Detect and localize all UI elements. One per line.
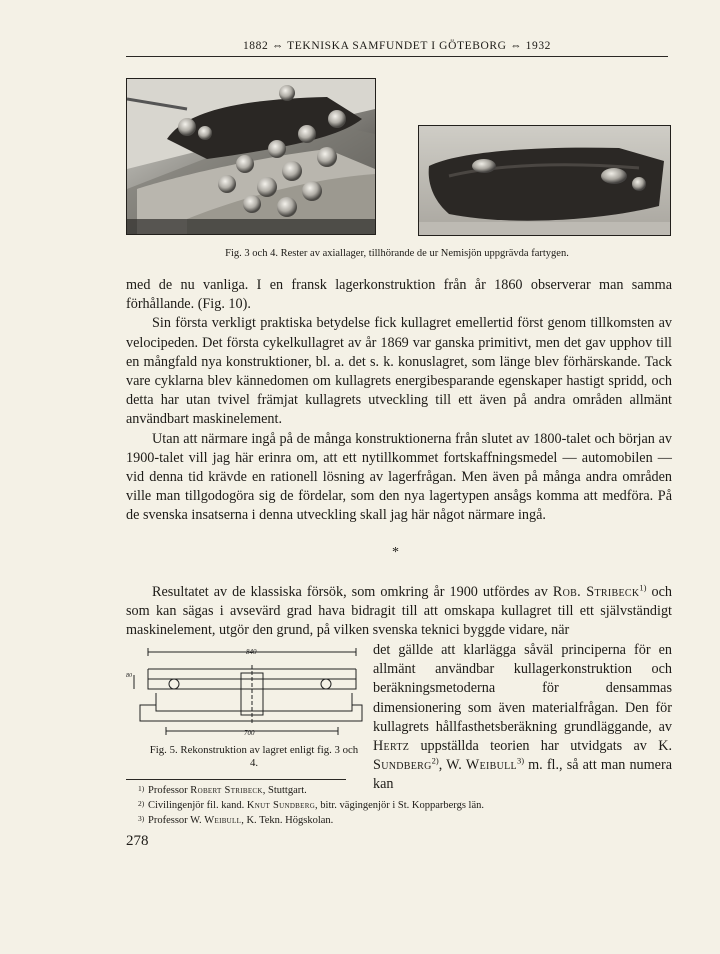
name-weibull: Weibull <box>465 757 517 774</box>
name-hertz: Hertz <box>373 738 410 755</box>
paragraph-4-wrap: det gällde att klarlägga såväl principerna för en allmänt användbar kullagerkonstruktion och beräkningsmetoderna för densammas dimensionering som även materialfrågan. Den för kullagrets hållfasthetsberäkning grundläggande, av Hertz uppställda teorien har utvidgats av K. Sundberg$^{2)}$, W. Weibull$^{3)}$ m. fl., så att man numera kan <box>373 642 672 793</box>
name-sundberg: Sundberg <box>373 757 432 774</box>
dim-label-700: 700 <box>244 729 255 737</box>
paragraph-2: Sin första verkligt praktiska betydelse fick kullagret emellertid först genom tillkomsten av velocipeden. Det första cykelkullagret av år 1869 var ganska primitivt, men det gav upphov till en mångfald nya konstruktioner, bl. a. det s. k. konuslagret, som länge blev förhärskande. Tack vare cyklarna blev kännedomen om kullagrets energibesparande egenskaper hastigt spridd, och detta har utan tvivel främjat kullagrets utveckling till ett även på andra områden allmänt användbart maskinelement. <box>126 315 672 428</box>
footnote-ref-1: 1) <box>639 582 647 593</box>
dim-label-840: 840 <box>246 648 257 656</box>
section-separator: * <box>392 545 399 560</box>
name-stribeck: Rob. Stribeck <box>552 584 640 600</box>
footnote-ref-2: 2) <box>431 755 439 766</box>
footnote-rule <box>126 779 346 780</box>
figure-5-drawing <box>126 645 366 741</box>
photo-fig-3 <box>126 78 376 235</box>
figure-caption-5: Fig. 5. Rekonstruktion av lagret enligt fig. 3 och 4. <box>149 744 359 769</box>
body-text-lower <box>126 583 672 641</box>
figure-caption-3-4: Fig. 3 och 4. Rester av axiallager, tillhörande de ur Nemisjön uppgrävda fartygen. <box>225 248 569 259</box>
paragraph-1: med de nu vanliga. I en fransk lagerkonstruktion från år 1860 observerar man samma förhållande. (Fig. 10). <box>126 277 672 313</box>
footnote-1: 1) Professor Robert Stribeck, Stuttgart. <box>138 784 307 796</box>
photo-fig-4 <box>418 125 671 236</box>
body-text-upper <box>126 276 672 526</box>
footnote-3: 3) Professor W. Weibull, K. Tekn. Högskolan. <box>138 814 334 826</box>
dim-label-80: 80 <box>126 673 132 679</box>
running-header: 1882 ⇔ TEKNISKA SAMFUNDET I GÖTEBORG ⇔ 1932 <box>242 40 552 52</box>
page-number: 278 <box>126 833 149 849</box>
footnote-ref-3: 3) <box>516 755 525 766</box>
footnotes <box>138 783 668 828</box>
paragraph-4-start: Resultatet av de klassiska försök, som omkring år 1900 utfördes av Rob. Stribeck$^{1)}$ och som kan sägas i avsevärd grad hava bidragit till att omskapa kullagret till ett självständigt maskinelement, utgör den grund, på vilken svenska teknici byggde vidare, när <box>126 582 672 639</box>
body-text-wrap <box>373 641 672 795</box>
paragraph-3: Utan att närmare ingå på de många konstruktionerna från slutet av 1800-talet och början av 1900-talet vill jag här erinra om, att ett nytillkommet fortskaffningsmedel — automobilen — vid denna tid krävde en rationell lösning av lagerfrågan. Men även på många andra områden ville man tillgodogöra sig de fördelar, som den nya lagertypen ansågs komma att medföra. På de svenska insatserna i denna utveckling skall jag här något närmare ingå. <box>126 430 672 524</box>
footnote-2: 2) Civilingenjör fil. kand. Knut Sundberg, bitr. vägingenjör i St. Kopparbergs län. <box>138 799 484 811</box>
header-rule <box>126 56 668 57</box>
